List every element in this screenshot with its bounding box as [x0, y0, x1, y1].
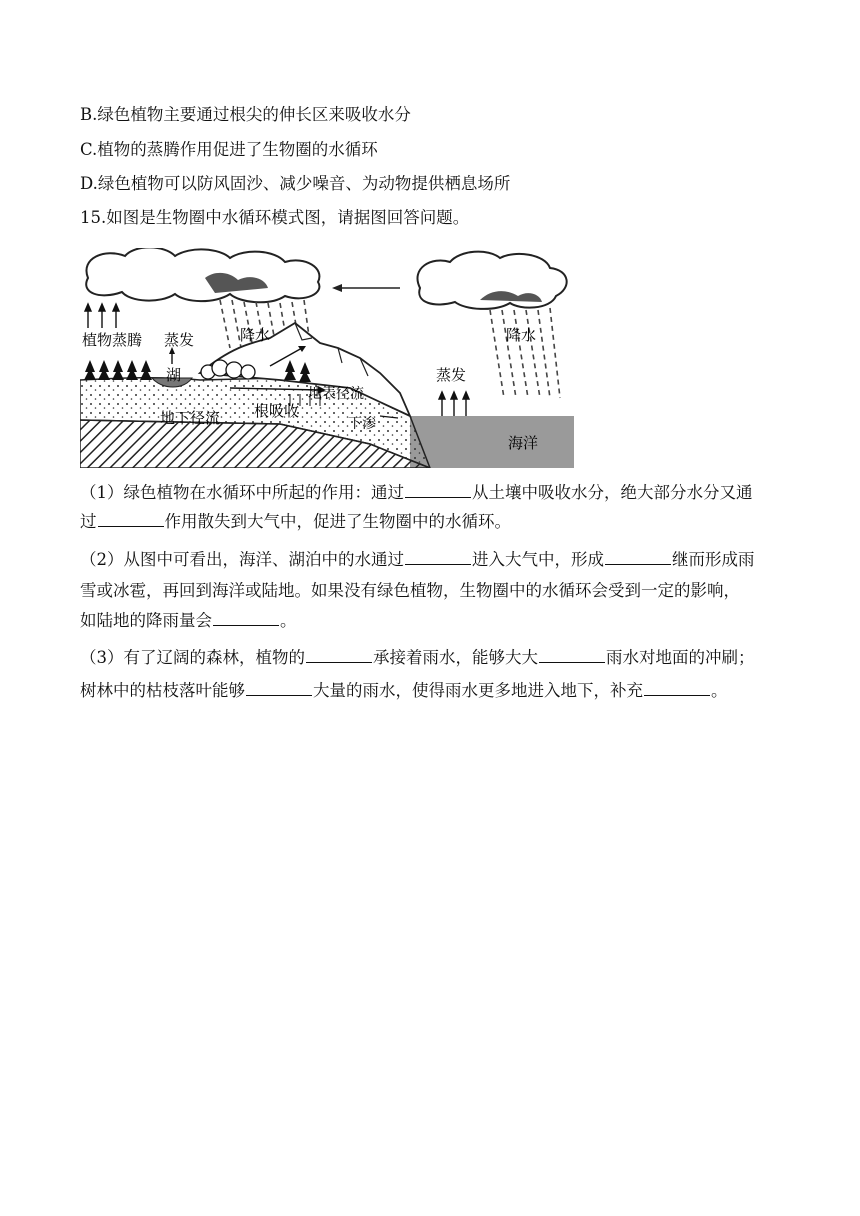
q15-part3-text-e: 大量的雨水，使得雨水更多地进入地下，补充 [313, 681, 643, 700]
option-c: C.植物的蒸腾作用促进了生物圈的水循环 [80, 140, 378, 159]
q15-part1-text-b: 从土壤中吸收水分，绝大部分水分又通 [472, 483, 753, 502]
water-cycle-figure [80, 248, 574, 468]
q15-part2-text-b: 进入大气中，形成 [472, 550, 604, 569]
label-rain-sea: 降水 [506, 326, 537, 344]
ocean-area [410, 416, 574, 468]
q15-part2-text-c: 继而形成雨 [672, 550, 755, 569]
q15-part1-text-c: 过 [80, 512, 97, 531]
q15-part1-line1 [80, 482, 753, 504]
q15-part3-text-f: 。 [711, 681, 728, 700]
label-root-absorb: 根吸收 [254, 402, 300, 420]
q15-part3-text-a: （3）有了辽阔的森林，植物的 [80, 648, 305, 667]
option-b: B.绿色植物主要通过根尖的伸长区来吸收水分 [80, 105, 411, 124]
label-evaporation-land: 蒸发 [164, 331, 195, 349]
answer-blank[interactable] [246, 680, 312, 696]
q15-part2-text-e: 如陆地的降雨量会 [80, 611, 212, 630]
q15-part3-text-b: 承接着雨水，能够大大 [373, 648, 538, 667]
sea-cloud-icon [417, 252, 566, 309]
answer-blank[interactable] [405, 482, 471, 498]
label-lake: 湖 [166, 366, 182, 384]
q15-part2-line1 [80, 549, 755, 571]
label-groundwater-runoff: 地下径流 [160, 409, 221, 427]
label-infiltration: 下渗 [348, 416, 376, 432]
sea-evaporation-arrows-icon [439, 392, 469, 416]
q15-part1-text-d: 作用散失到大气中，促进了生物圈中的水循环。 [164, 512, 511, 531]
q15-part2-line3 [80, 610, 297, 632]
option-d: D.绿色植物可以防风固沙、减少噪音、为动物提供栖息场所 [80, 174, 511, 193]
q15-part3-line1 [80, 647, 755, 669]
transpiration-arrows-icon [85, 304, 119, 328]
q15-part2-line2 [80, 580, 740, 602]
sea-rain-icon [490, 308, 560, 398]
answer-blank[interactable] [539, 647, 605, 663]
q15-part2-text-f: 。 [280, 611, 297, 630]
label-rain-land: 降水 [240, 326, 271, 344]
q15-part2-text-d: 雪或冰雹，再回到海洋或陆地。如果没有绿色植物，生物圈中的水循环会受到一定的影响， [80, 581, 740, 600]
question-15-stem: 15.如图是生物圈中水循环模式图，请据图回答问题。 [80, 208, 470, 227]
label-surface-runoff: 地表径流 [308, 386, 364, 402]
answer-blank[interactable] [644, 680, 710, 696]
answer-blank[interactable] [98, 511, 164, 527]
answer-blank[interactable] [213, 610, 279, 626]
land-cloud-icon [86, 248, 319, 302]
label-ocean: 海洋 [508, 434, 539, 452]
answer-blank[interactable] [405, 549, 471, 565]
label-transpiration: 植物蒸腾 [82, 331, 143, 349]
answer-blank[interactable] [306, 647, 372, 663]
label-evaporation-sea: 蒸发 [436, 366, 467, 384]
q15-part2-text-a: （2）从图中可看出，海洋、湖泊中的水通过 [80, 550, 404, 569]
q15-part3-text-d: 树林中的枯枝落叶能够 [80, 681, 245, 700]
q15-part1-text-a: （1）绿色植物在水循环中所起的作用：通过 [80, 483, 404, 502]
q15-part3-line2 [80, 680, 728, 702]
q15-part1-line2 [80, 511, 511, 533]
answer-blank[interactable] [605, 549, 671, 565]
q15-part3-text-c: 雨水对地面的冲刷； [606, 648, 755, 667]
